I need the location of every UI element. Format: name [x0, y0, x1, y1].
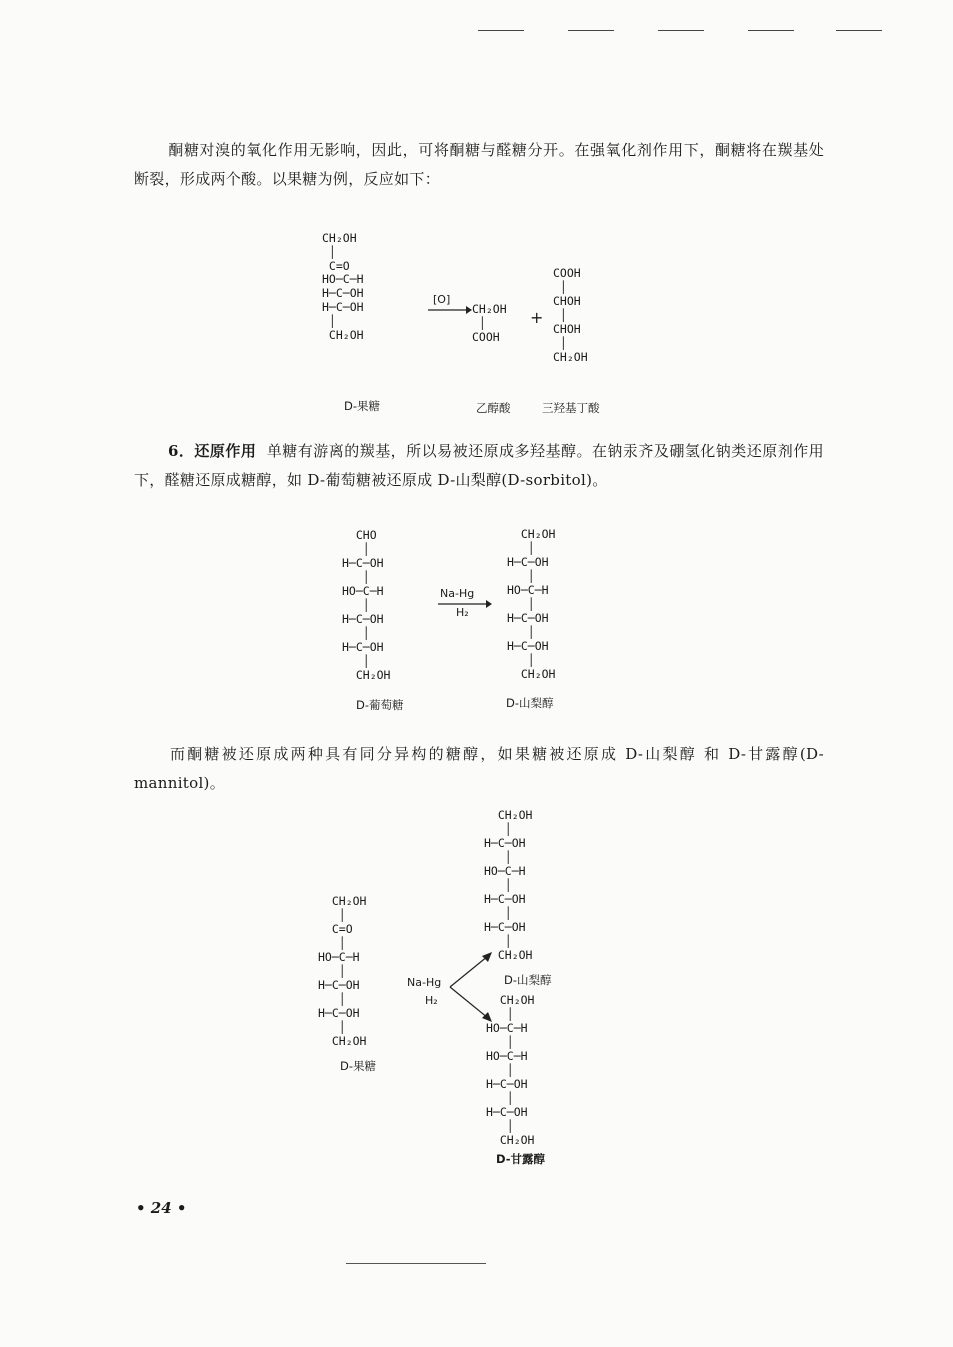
header-rule-5 — [836, 30, 882, 31]
paragraph-ketose-oxidation: 酮糖对溴的氧化作用无影响，因此，可将酮糖与醛糖分开。在强氧化剂作用下，酮糖将在羰基处断裂，形成两个酸。以果糖为例，反应如下： — [134, 141, 824, 188]
sorbitol-structure-1: CH₂OH │ H─C─OH │ HO─C─H │ H─C─OH │ H─C─OH │ CH₂OH — [507, 527, 556, 681]
paragraph-ketose-reduction: 而酮糖被还原成两种具有同分异构的糖醇，如果糖被还原成 D-山梨醇 和 D-甘露醇(D-mannitol)。 — [134, 745, 824, 792]
reagent-na-hg-2: Na-Hg — [407, 976, 442, 989]
oxidation-arrow-icon — [428, 306, 472, 314]
glycolic-acid-structure: CH₂OH │ COOH — [472, 302, 507, 344]
section-heading-reduction: 6．还原作用 — [168, 442, 257, 460]
reagent-h2-2: H₂ — [425, 994, 438, 1007]
footer-rule — [346, 1263, 486, 1264]
fructose-structure-2: CH₂OH │ C=O │ HO─C─H │ H─C─OH │ H─C─OH │ CH₂OH — [318, 894, 367, 1048]
label-glycolic-acid: 乙醇酸 — [476, 401, 511, 415]
oxidant-label: [O] — [433, 293, 451, 306]
reagent-h2-1: H₂ — [456, 606, 469, 619]
sorbitol-structure-2: CH₂OH │ H─C─OH │ HO─C─H │ H─C─OH │ H─C─OH │ CH₂OH — [484, 808, 533, 962]
glucose-structure: CHO │ H─C─OH │ HO─C─H │ H─C─OH │ H─C─OH │ CH₂OH — [342, 528, 391, 682]
label-d-fructose-1: D-果糖 — [344, 399, 381, 413]
mannitol-structure: CH₂OH │ HO─C─H │ HO─C─H │ H─C─OH │ H─C─OH │ CH₂OH — [486, 993, 535, 1147]
page-number: • 24 • — [136, 1199, 187, 1217]
label-d-mannitol: D-甘露醇 — [496, 1152, 546, 1166]
paragraph-reduction: 6．还原作用 单糖有游离的羰基，所以易被还原成多羟基醇。在钠汞齐及硼氢化钠类还原剂作用下，醛糖还原成糖醇，如 D-葡萄糖被还原成 D-山梨醇(D-sorbitol)。 — [134, 442, 824, 489]
label-d-sorbitol-1: D-山梨醇 — [506, 696, 554, 710]
fructose-structure-1: CH₂OH │ C=O HO─C─H H─C─OH H─C─OH │ CH₂OH — [322, 231, 364, 342]
reagent-na-hg-1: Na-Hg — [440, 587, 475, 600]
label-trihydroxybutyric-acid: 三羟基丁酸 — [542, 401, 600, 415]
header-rule-1 — [478, 30, 524, 31]
header-rule-3 — [658, 30, 704, 31]
header-rule-4 — [748, 30, 794, 31]
plus-sign: + — [530, 308, 544, 327]
header-rule-2 — [568, 30, 614, 31]
label-d-fructose-2: D-果糖 — [340, 1059, 377, 1073]
trihydroxybutyric-acid-structure: COOH │ CHOH │ CHOH │ CH₂OH — [553, 266, 588, 364]
label-d-sorbitol-2: D-山梨醇 — [504, 973, 552, 987]
label-d-glucose: D-葡萄糖 — [356, 698, 404, 712]
